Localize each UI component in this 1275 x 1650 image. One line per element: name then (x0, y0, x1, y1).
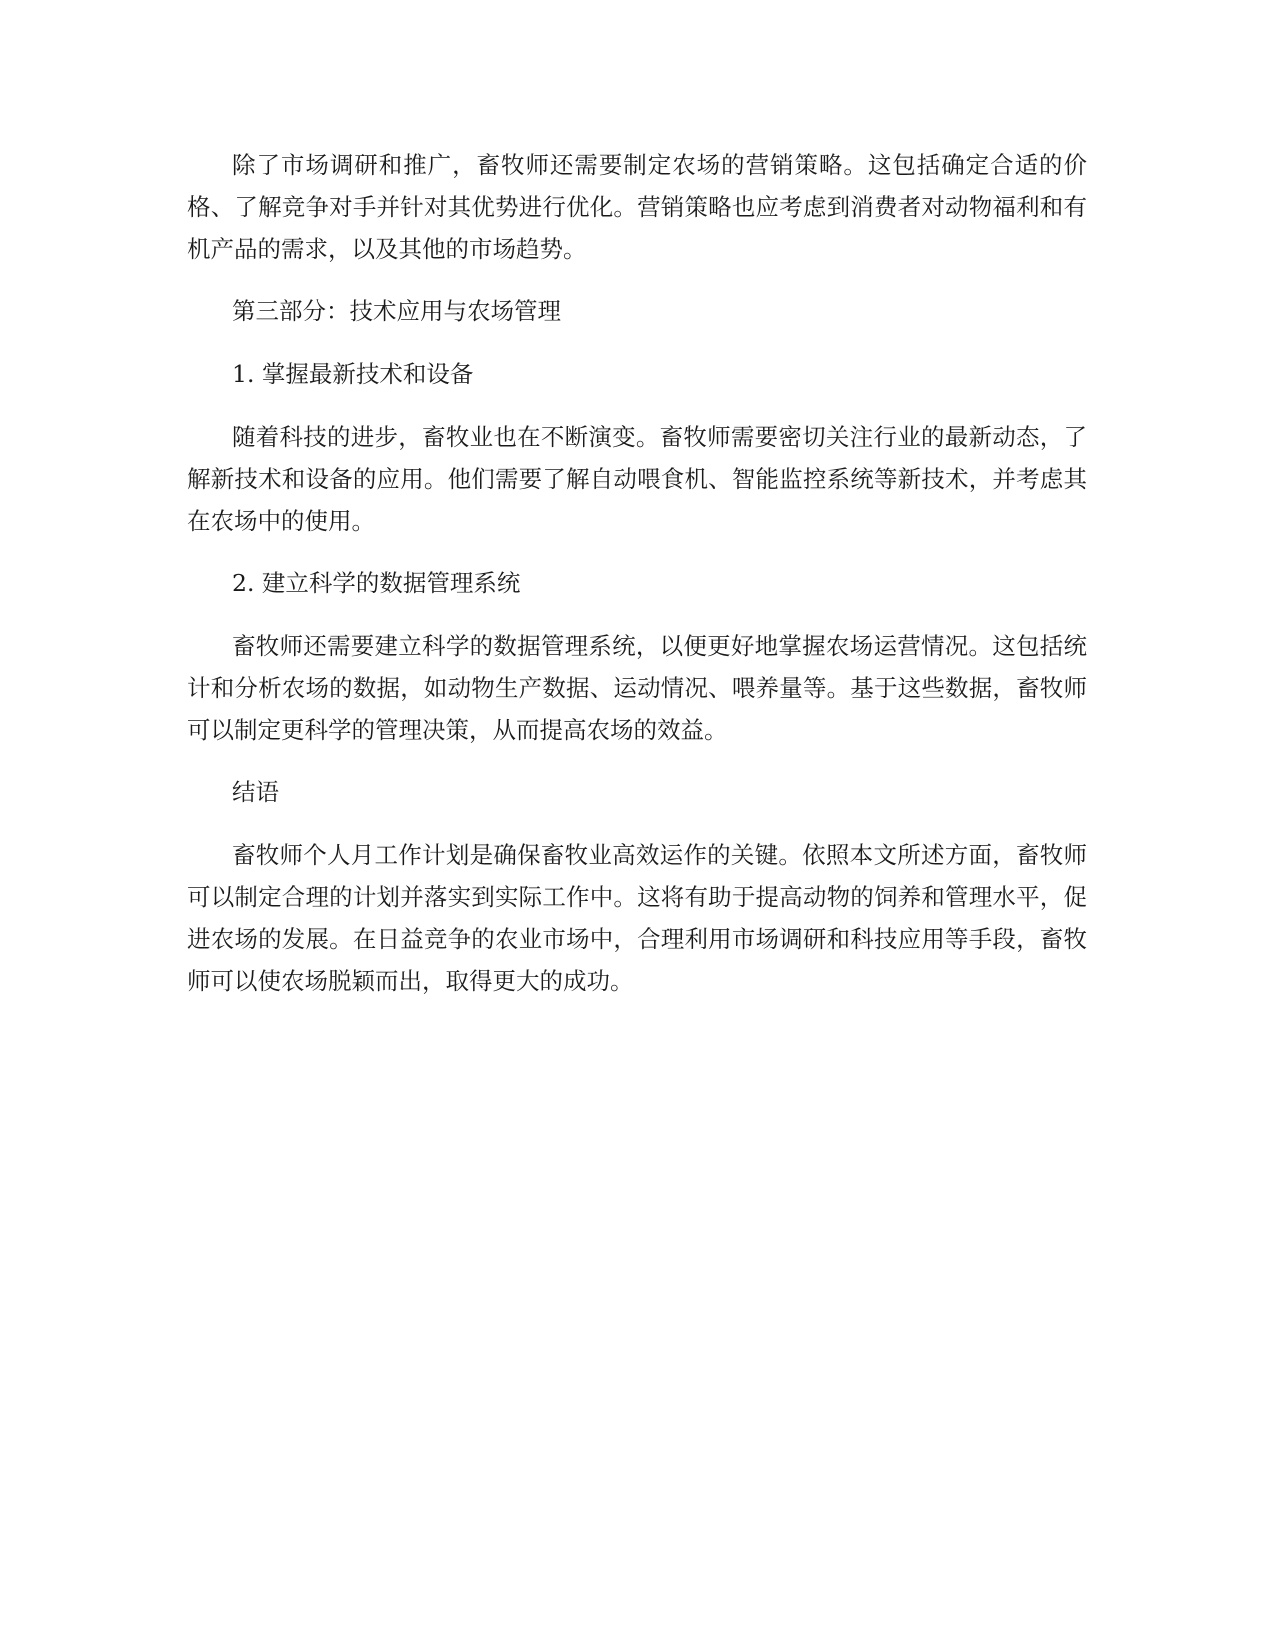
paragraph-marketing-strategy: 除了市场调研和推广，畜牧师还需要制定农场的营销策略。这包括确定合适的价格、了解竞争对手并针对其优势进行优化。营销策略也应考虑到消费者对动物福利和有机产品的需求，以及其他的市场趋势。 (187, 151, 1087, 263)
section-heading-part-three: 第三部分：技术应用与农场管理 (232, 297, 561, 325)
paragraph-data-management: 畜牧师还需要建立科学的数据管理系统，以便更好地掌握农场运营情况。这包括统计和分析农场的数据，如动物生产数据、运动情况、喂养量等。基于这些数据，畜牧师可以制定更科学的管理决策，从而提高农场的效益。 (187, 632, 1087, 744)
paragraph-technology-progress: 随着科技的进步，畜牧业也在不断演变。畜牧师需要密切关注行业的最新动态，了解新技术和设备的应用。他们需要了解自动喂食机、智能监控系统等新技术，并考虑其在农场中的使用。 (187, 423, 1087, 535)
section-heading-conclusion: 结语 (232, 778, 279, 806)
subheading-latest-technology: 1. 掌握最新技术和设备 (232, 360, 474, 388)
document-body (187, 144, 1087, 1022)
paragraph-conclusion: 畜牧师个人月工作计划是确保畜牧业高效运作的关键。依照本文所述方面，畜牧师可以制定合理的计划并落实到实际工作中。这将有助于提高动物的饲养和管理水平，促进农场的发展。在日益竞争的农业市场中，合理利用市场调研和科技应用等手段，畜牧师可以使农场脱颖而出，取得更大的成功。 (187, 841, 1087, 995)
subheading-data-management: 2. 建立科学的数据管理系统 (232, 569, 521, 597)
